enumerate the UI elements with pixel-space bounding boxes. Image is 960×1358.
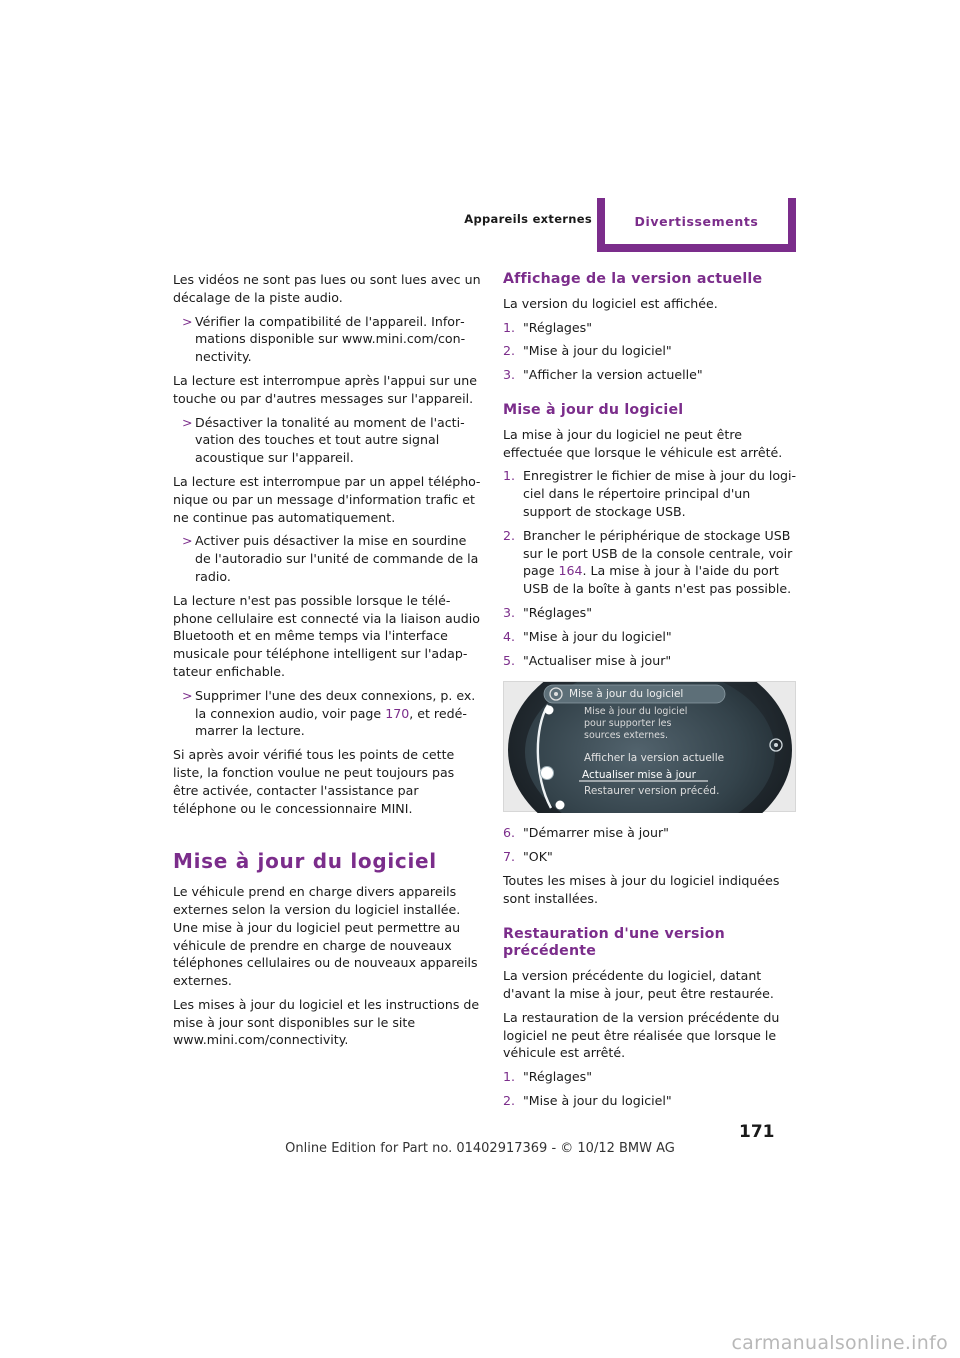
section-heading: Mise à jour du logiciel bbox=[173, 849, 437, 874]
bullet-marker: > bbox=[182, 414, 193, 430]
software-update-screen-image bbox=[503, 681, 796, 812]
screen-menu-update-selected: Actualiser mise à jour bbox=[582, 769, 696, 782]
list-item: 5. "Actualiser mise à jour" bbox=[503, 652, 672, 668]
left-column bbox=[173, 271, 483, 1055]
bullet-item: > Désactiver la tonalité au moment de l'activation des touches et tout autre signal acoustique sur l'appareil. bbox=[173, 414, 483, 467]
watermark: carmanualsonline.info bbox=[731, 1332, 948, 1354]
chapter-tab-label: Divertissements bbox=[605, 198, 788, 244]
paragraph: La mise à jour du logiciel ne peut être effectuée que lorsque le véhicule est arrêté. bbox=[503, 426, 783, 460]
paragraph: Les mises à jour du logiciel et les instructions de mise à jour sont disponibles sur le site www.mini.com/connectivity. bbox=[173, 996, 480, 1048]
list-item: 1. "Réglages" bbox=[503, 1069, 593, 1085]
subheading: Restauration d'une version précédente bbox=[503, 925, 725, 960]
list-item: 3. "Réglages" bbox=[503, 604, 593, 620]
subheading: Mise à jour du logiciel bbox=[503, 401, 684, 418]
paragraph: Le véhicule prend en charge divers appareils externes selon la version du logiciel installée. Une mise à jour du logiciel peut permettre au véhicule de prendre en charge de nouveaux téléphones cellulaires ou de nouveaux appareils externes. bbox=[173, 884, 478, 989]
arc-node-top bbox=[545, 706, 554, 715]
screen-info-line3: sources externes. bbox=[584, 730, 668, 742]
bullet-marker: > bbox=[182, 313, 193, 329]
right-column bbox=[503, 271, 797, 1116]
list-item: 2. "Mise à jour du logiciel" bbox=[503, 1092, 672, 1108]
paragraph: La lecture est interrompue par un appel téléphonique ou par un message d'information trafic et ne continue pas automatiquement. bbox=[173, 473, 481, 525]
list-item: 4. "Mise à jour du logiciel" bbox=[503, 628, 672, 644]
paragraph: Les vidéos ne sont pas lues ou sont lues avec un décalage de la piste audio. bbox=[173, 272, 481, 305]
paragraph: La restauration de la version précédente du logiciel ne peut être réalisée que lorsque le véhicule est arrêté. bbox=[503, 1009, 780, 1061]
paragraph: La lecture est interrompue après l'appui sur une touche ou par d'autres messages sur l'appareil. bbox=[173, 372, 477, 406]
list-item: 7. "OK" bbox=[503, 849, 553, 865]
footer-text: Online Edition for Part no. 01402917369 - © 10/12 BMW AG bbox=[285, 1141, 675, 1156]
list-item: 2. "Mise à jour du logiciel" bbox=[503, 343, 672, 359]
list-item: 3. "Afficher la version actuelle" bbox=[503, 367, 703, 383]
paragraph: La lecture n'est pas possible lorsque le téléphone cellulaire est connecté via la liaison audio Bluetooth et en même temps via l'interface musicale pour téléphone intelligent sur l'adaptateur enfichable. bbox=[173, 592, 480, 679]
right-arrow-icon-center bbox=[774, 743, 778, 747]
screen-menu-restore: Restaurer version précéd. bbox=[584, 785, 720, 798]
chapter-tab bbox=[597, 198, 796, 252]
screen-info-line2: pour supporter les bbox=[584, 718, 672, 730]
bullet-item: > Activer puis désactiver la mise en sourdine de l'autoradio sur l'unité de commande de la radio. bbox=[173, 532, 483, 585]
bullet-marker: > bbox=[182, 533, 193, 549]
list-item: 1. "Réglages" bbox=[503, 319, 593, 335]
arc-node-bottom bbox=[556, 801, 565, 810]
bullet-marker: > bbox=[182, 687, 193, 703]
bullet-item: > Supprimer l'une des deux connexions, p. ex. la connexion audio, voir page 170, et redémarrer la lecture. bbox=[173, 687, 483, 740]
arc-node-selected bbox=[541, 767, 554, 780]
subheading: Affichage de la version actuelle bbox=[503, 271, 763, 287]
paragraph: Si après avoir vérifié tous les points de cette liste, la fonction voulue ne peut toujours pas être activée, contacter l'assistance par téléphone ou le concessionnaire MINI. bbox=[173, 747, 455, 816]
paragraph: La version du logiciel est affichée. bbox=[503, 295, 718, 311]
list-item: 1. Enregistrer le fichier de mise à jour du logiciel dans le répertoire principal d'un support de stockage USB. bbox=[503, 468, 797, 519]
page-link-170[interactable]: 170 bbox=[385, 705, 410, 721]
screen-menu-show-version: Afficher la version actuelle bbox=[584, 752, 725, 765]
paragraph: La version précédente du logiciel, datant d'avant la mise à jour, peut être restaurée. bbox=[503, 968, 774, 1001]
screen-info-line1: Mise à jour du logiciel bbox=[584, 706, 688, 718]
section-title: Appareils externes bbox=[464, 212, 592, 226]
list-item: 2. Brancher le périphérique de stockage USB sur le port USB de la console centrale, voir page 164. La mise à jour à l'aide du port USB de la boîte à gants n'est pas possible. bbox=[503, 527, 793, 597]
screen-title: Mise à jour du logiciel bbox=[569, 688, 684, 701]
page-number: 171 bbox=[739, 1122, 775, 1142]
bullet-item: > Vérifier la compatibilité de l'appareil. Informations disponible sur www.mini.com/connectivity. bbox=[173, 313, 483, 366]
paragraph: Toutes les mises à jour du logiciel indiquées sont installées. bbox=[503, 872, 780, 906]
settings-icon-center bbox=[554, 692, 558, 696]
page-link-164[interactable]: 164 bbox=[558, 563, 583, 579]
list-item: 6. "Démarrer mise à jour" bbox=[503, 825, 669, 841]
